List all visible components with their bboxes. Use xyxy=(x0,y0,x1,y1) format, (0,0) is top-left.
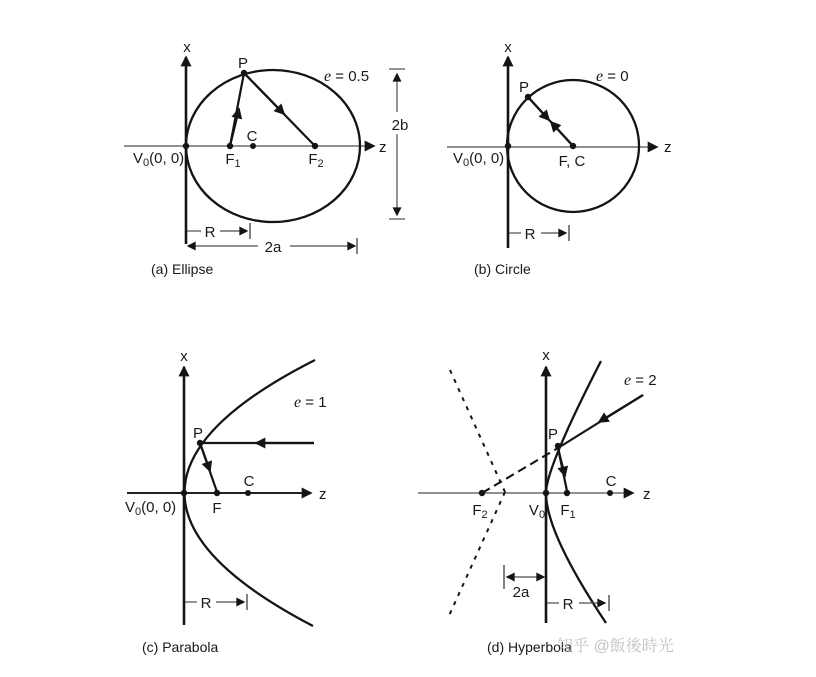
x-axis-label: x xyxy=(542,347,550,364)
dim-r-label: R xyxy=(524,226,536,243)
panel-a-caption: (a) Ellipse xyxy=(151,261,214,277)
point-c-label: C xyxy=(605,473,617,490)
focus-f1-label: $F_1$ xyxy=(560,502,576,521)
eccentricity-label: e = 0 xyxy=(596,68,629,85)
eccentricity-label: e = 1 xyxy=(294,394,327,411)
x-axis-label: x xyxy=(180,348,188,365)
focus-f1-dot xyxy=(564,490,570,496)
eccentricity-label: e = 0.5 xyxy=(324,68,370,85)
vertex-dot xyxy=(543,490,549,496)
asymptote-upper xyxy=(450,370,505,492)
radius-arrow-inward xyxy=(551,122,573,146)
focus-label: F xyxy=(212,500,222,517)
focus-center-dot xyxy=(570,143,576,149)
focus-f1-label: $F_1$ xyxy=(225,151,241,170)
radius-arrow-outward xyxy=(528,97,549,120)
focus-f2-label: $F_2$ xyxy=(472,502,488,521)
dim-r-label: R xyxy=(200,595,212,612)
z-axis-label: z xyxy=(643,486,651,503)
point-p-dot xyxy=(555,443,561,449)
dim-r-label: R xyxy=(562,596,574,613)
origin-label: $V_0(0$, 0) xyxy=(453,150,505,169)
focus-dot xyxy=(214,490,220,496)
point-p-label: P xyxy=(192,425,204,442)
vertex-dot xyxy=(183,143,189,149)
origin-label: $V_0(0$, 0) xyxy=(125,499,177,518)
point-c-label: C xyxy=(246,128,258,145)
incoming-ray-arrow xyxy=(599,395,643,422)
vertex-dot xyxy=(505,143,511,149)
vertex-dot xyxy=(181,490,187,496)
focus-f2-label: $F_2$ xyxy=(308,151,324,170)
origin-label: $V_0(0$, 0) xyxy=(133,150,185,169)
point-p-label: P xyxy=(518,79,530,96)
point-p-label: P xyxy=(547,426,559,443)
dim-r-label: R xyxy=(204,224,216,241)
center-dot xyxy=(245,490,251,496)
z-axis-label: z xyxy=(664,139,672,156)
eccentricity-label: e = 2 xyxy=(624,372,657,389)
x-axis-label: x xyxy=(183,39,191,56)
p-to-focus-arrow xyxy=(200,443,210,471)
vertex-v0-label: $V_0$ xyxy=(528,502,546,521)
p-to-f1-arrow xyxy=(558,448,565,476)
dim-2b-label: 2b xyxy=(391,117,409,134)
point-p-label: P xyxy=(237,55,249,72)
focal-arrow-to-p xyxy=(230,109,239,146)
focus-f1-dot xyxy=(227,143,233,149)
panel-parabola xyxy=(125,348,327,655)
hyperbola-curve xyxy=(546,361,606,623)
dim-2a-label: 2a xyxy=(512,584,530,601)
focus-f2-dot xyxy=(312,143,318,149)
z-axis-label: z xyxy=(379,139,387,156)
point-c-label: C xyxy=(243,473,255,490)
panel-d-caption: (d) Hyperbola xyxy=(487,639,572,655)
panel-c-caption: (c) Parabola xyxy=(142,639,219,655)
center-dot xyxy=(607,490,613,496)
dim-2a-label: 2a xyxy=(264,239,282,256)
panel-b-caption: (b) Circle xyxy=(474,261,531,277)
z-axis-label: z xyxy=(319,486,327,503)
panel-hyperbola xyxy=(418,347,674,655)
focus-center-label: F, C xyxy=(558,153,586,170)
panel-circle xyxy=(447,39,672,277)
focus-f2-dot xyxy=(479,490,485,496)
panel-ellipse xyxy=(124,39,408,277)
focal-arrow-to-f2 xyxy=(244,73,284,114)
watermark: 知乎 @飯後時光 xyxy=(557,638,674,655)
x-axis-label: x xyxy=(504,39,512,56)
